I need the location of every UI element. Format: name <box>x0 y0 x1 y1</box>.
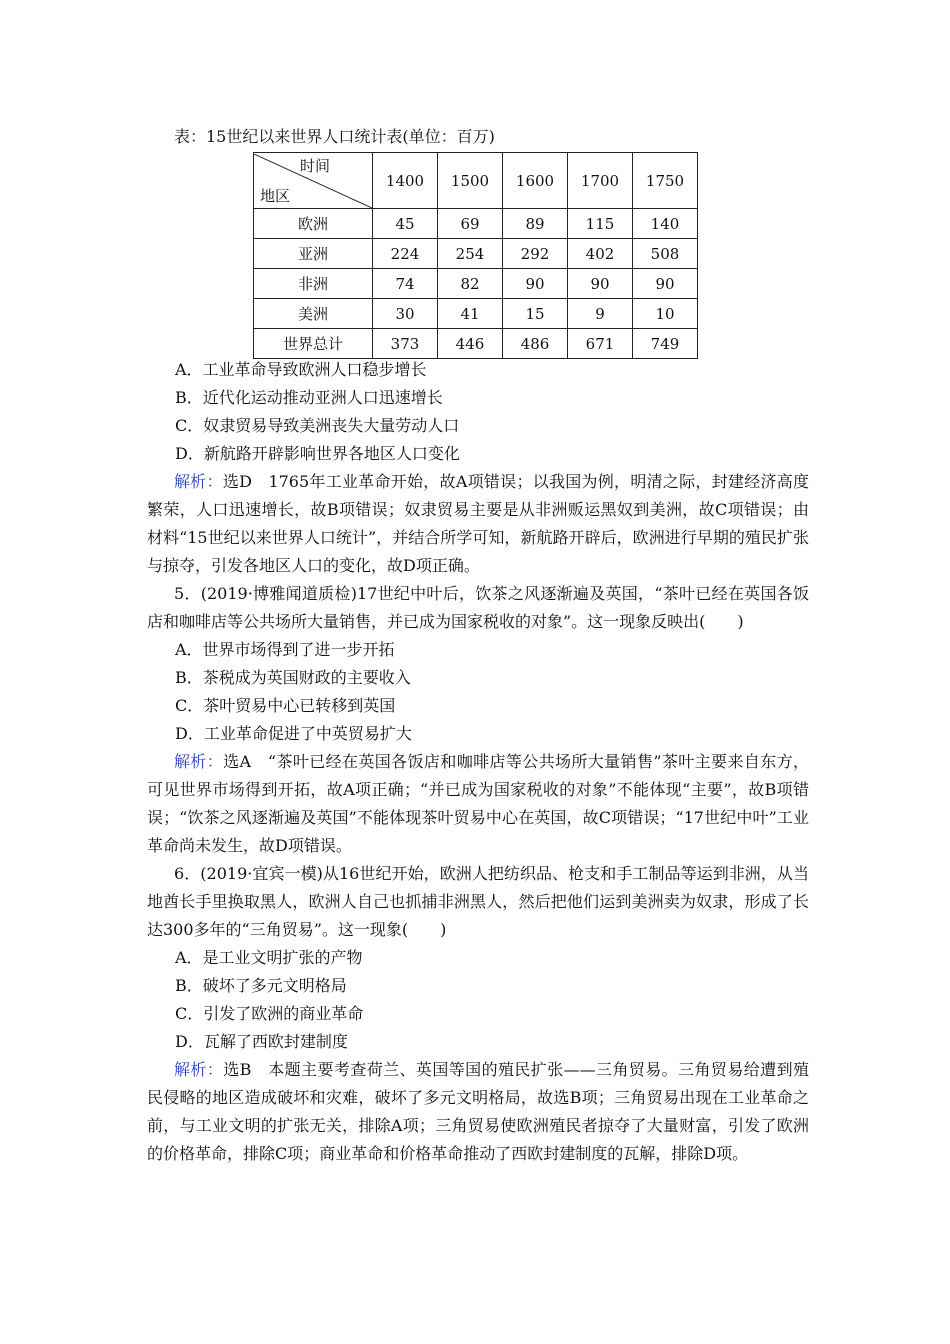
analysis-label: 解析： <box>174 472 223 491</box>
value-cell: 90 <box>633 269 698 299</box>
value-cell: 373 <box>373 329 438 359</box>
value-cell: 89 <box>503 209 568 239</box>
question-text-body <box>147 356 809 1168</box>
q4-option-b: B．近代化运动推动亚洲人口迅速增长 <box>175 388 443 407</box>
value-cell: 90 <box>568 269 633 299</box>
region-cell: 世界总计 <box>254 329 373 359</box>
value-cell: 402 <box>568 239 633 269</box>
analysis-label: 解析： <box>174 752 224 771</box>
value-cell: 30 <box>373 299 438 329</box>
q4-analysis-text: 选D 1765年工业革命开始，故A项错误；以我国为例，明清之际，封建经济高度繁荣，人口迅速增长，故B项错误；奴隶贸易主要是从非洲贩运黑奴到美洲，故C项错误；由材料“15世纪以来世界人口统计”，并结合所学可知，新航路开辟后，欧洲进行早期的殖民扩张与掠夺，引发各地区人口的变化，故D项正确。 <box>147 472 809 575</box>
year-header: 1500 <box>438 153 503 209</box>
value-cell: 140 <box>633 209 698 239</box>
region-cell: 亚洲 <box>254 239 373 269</box>
table-caption: 表：15世纪以来世界人口统计表(单位：百万) <box>174 127 495 146</box>
value-cell: 69 <box>438 209 503 239</box>
q5-analysis-text: 选A “茶叶已经在英国各饭店和咖啡店等公共场所大量销售”茶叶主要来自东方，可见世界市场得到开拓，故A项正确；“并已成为国家税收的对象”不能体现“主要”，故B项错误；“饮茶之风逐渐遍及英国”不能体现茶叶贸易中心在英国，故C项错误；“17世纪中叶”工业革命尚未发生，故D项错误。 <box>147 752 809 855</box>
header-time-label: 时间 <box>299 156 330 175</box>
q4-option-a: A．工业革命导致欧洲人口稳步增长 <box>175 360 427 379</box>
year-header: 1400 <box>373 153 438 209</box>
q5-option-b: B．茶税成为英国财政的主要收入 <box>175 668 411 687</box>
q6-option-d: D．瓦解了西欧封建制度 <box>175 1032 348 1051</box>
year-header: 1600 <box>503 153 568 209</box>
value-cell: 671 <box>568 329 633 359</box>
value-cell: 74 <box>373 269 438 299</box>
q4-analysis <box>147 468 809 580</box>
year-header: 1750 <box>633 153 698 209</box>
q6-option-a: A．是工业文明扩张的产物 <box>175 948 363 967</box>
q4-option-d: D．新航路开辟影响世界各地区人口变化 <box>175 444 460 463</box>
value-cell: 41 <box>438 299 503 329</box>
value-cell: 10 <box>633 299 698 329</box>
value-cell: 446 <box>438 329 503 359</box>
population-table <box>253 152 698 359</box>
table-row <box>254 329 698 359</box>
value-cell: 9 <box>568 299 633 329</box>
table-header-row <box>254 153 698 209</box>
value-cell: 90 <box>503 269 568 299</box>
q6-option-c: C．引发了欧洲的商业革命 <box>175 1004 364 1023</box>
q4-option-c: C．奴隶贸易导致美洲丧失大量劳动人口 <box>175 416 460 435</box>
region-cell: 美洲 <box>254 299 373 329</box>
value-cell: 508 <box>633 239 698 269</box>
value-cell: 82 <box>438 269 503 299</box>
q6-stem: 6．(2019·宜宾一模)从16世纪开始，欧洲人把纺织品、枪支和手工制品等运到非洲，从当地酋长手里换取黑人，欧洲人自己也抓捕非洲黑人，然后把他们运到美洲卖为奴隶，形成了长达300多年的“三角贸易”。这一现象( ) <box>147 864 809 939</box>
analysis-label: 解析： <box>174 1060 224 1079</box>
value-cell: 115 <box>568 209 633 239</box>
header-region-label: 地区 <box>260 186 291 205</box>
table-row <box>254 269 698 299</box>
region-cell: 非洲 <box>254 269 373 299</box>
value-cell: 254 <box>438 239 503 269</box>
q6-option-b: B．破坏了多元文明格局 <box>175 976 347 995</box>
value-cell: 224 <box>373 239 438 269</box>
q5-option-d: D．工业革命促进了中英贸易扩大 <box>175 724 412 743</box>
value-cell: 749 <box>633 329 698 359</box>
table-row <box>254 239 698 269</box>
value-cell: 486 <box>503 329 568 359</box>
table-row <box>254 299 698 329</box>
q6-analysis <box>147 1056 809 1168</box>
value-cell: 292 <box>503 239 568 269</box>
table-row <box>254 209 698 239</box>
value-cell: 45 <box>373 209 438 239</box>
region-cell: 欧洲 <box>254 209 373 239</box>
value-cell: 15 <box>503 299 568 329</box>
q5-option-a: A．世界市场得到了进一步开拓 <box>175 640 395 659</box>
q5-option-c: C．茶叶贸易中心已转移到英国 <box>175 696 396 715</box>
q6-analysis-text: 选B 本题主要考查荷兰、英国等国的殖民扩张——三角贸易。三角贸易给遭到殖民侵略的地区造成破坏和灾难，破坏了多元文明格局，故选B项；三角贸易出现在工业革命之前，与工业文明的扩张无关，排除A项；三角贸易使欧洲殖民者掠夺了大量财富，引发了欧洲的价格革命，排除C项；商业革命和价格革命推动了西欧封建制度的瓦解，排除D项。 <box>147 1060 809 1163</box>
header-diagonal-cell <box>254 153 373 209</box>
q5-stem: 5．(2019·博雅闻道质检)17世纪中叶后，饮茶之风逐渐遍及英国，“茶叶已经在英国各饭店和咖啡店等公共场所大量销售，并已成为国家税收的对象”。这一现象反映出( ) <box>147 584 809 631</box>
q5-analysis <box>147 748 809 860</box>
year-header: 1700 <box>568 153 633 209</box>
